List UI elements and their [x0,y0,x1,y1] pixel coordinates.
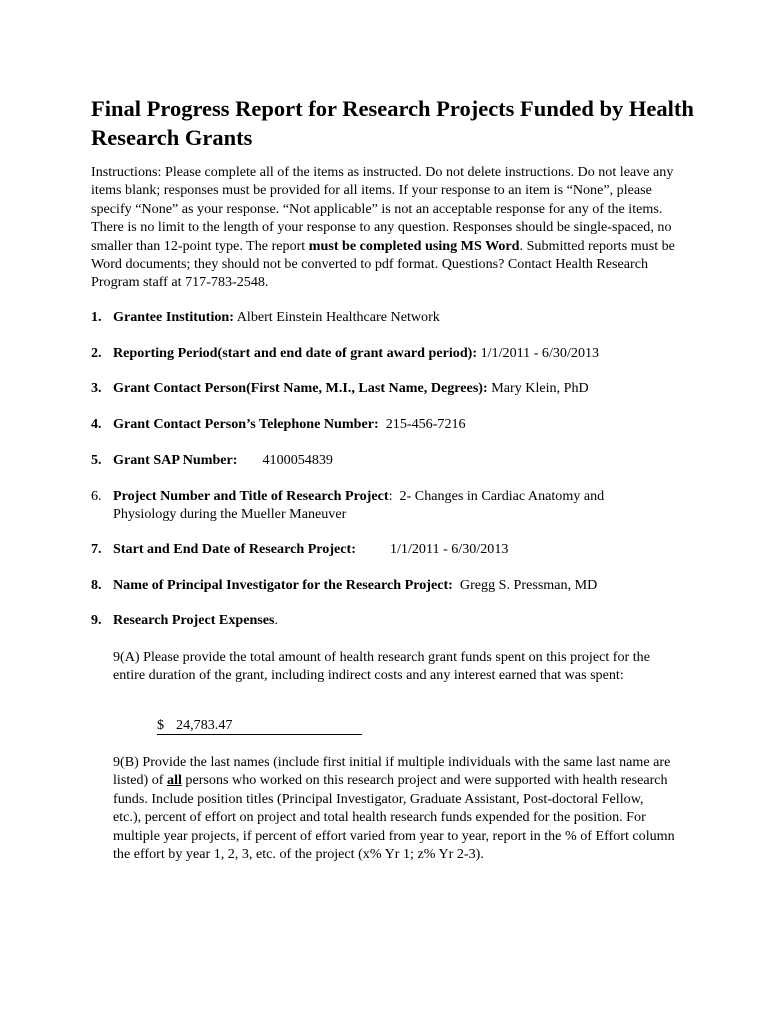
item-label: Grant SAP Number: [113,452,238,468]
section-9b-text-start: 9(B) Provide the last names (include first initial if multiple individuals with the same last name are listed) of [113,754,671,789]
item-label: Grant Contact Person’s Telephone Number: [113,416,379,432]
item-value-cont: Physiology during the Mueller Maneuver [113,506,347,523]
item-value: Gregg S. Pressman, MD [459,577,598,593]
expense-amount-value: 24,783.47 [176,717,233,733]
section-9b-emphasis: all [167,772,182,789]
item-label: Reporting Period(start and end date of grant award period): [113,345,478,361]
item-sap-number [91,451,681,469]
section-9b-text [113,753,675,863]
item-value: 1/1/2011 - 6/30/2013 [389,541,509,557]
item-number: 1. [91,309,102,325]
item-number: 6. [91,488,102,504]
item-label: Project Number and Title of Research Project [113,488,389,504]
instructions-text-cont: . Submitted reports must be Word documents; they should not be converted to pdf format. Questions? Contact Health Research Program staff at 717-783-2548. [91,237,675,291]
item-value: 4100054839 [262,452,333,468]
item-reporting-period [91,344,681,362]
item-project-title [91,487,681,524]
item-value: 2- Changes in Cardiac Anatomy and [399,488,605,504]
item-principal-investigator [91,576,681,594]
item-value: Mary Klein, PhD [491,380,589,396]
item-label-period: . [274,612,279,628]
item-number: 3. [91,380,102,396]
item-grantee-institution [91,308,681,326]
item-contact-phone [91,415,681,433]
instructions-text: Instructions: Please complete all of the items as instructed. Do not delete instructions. Do not leave any items blank; responses must be provided for all items. If your response to an item is “None”, please specify “None” as your response. “Not applicable” is not an acceptable response for any of the items. There is no limit to the length of your response to any question. Responses should be single-spaced, no smaller than 12-point type. The report [91,164,674,254]
item-number: 2. [91,345,102,361]
currency-symbol: $ [157,717,165,733]
item-number: 5. [91,452,102,468]
item-number: 8. [91,577,102,593]
instructions-paragraph [91,163,681,292]
expense-amount-field [157,716,362,735]
item-project-expenses [91,611,681,629]
item-number: 7. [91,541,102,557]
section-9b-text-end: persons who worked on this research project and were supported with health research funds. Include position titles (Principal Investigator, Graduate Assistant, Post-doctoral Fellow, etc.), percent of effort on project and total health research funds expended for the position. For multiple year projects, if percent of effort varied from year to year, report in the % of Effort column the effort by year 1, 2, 3, etc. of the project (x% Yr 1; z% Yr 2-3). [113,772,675,863]
item-number: 4. [91,416,102,432]
report-title: Final Progress Report for Research Projects Funded by Health Research Grants [91,96,694,150]
item-label: Grant Contact Person(First Name, M.I., Last Name, Degrees): [113,380,488,396]
item-label-colon: : [388,488,393,504]
instructions-emphasis: must be completed using MS Word [308,237,520,254]
item-label: Name of Principal Investigator for the Research Project: [113,577,453,593]
item-number: 9. [91,612,102,628]
item-label: Research Project Expenses [113,612,275,628]
item-contact-person [91,379,681,397]
item-value: Albert Einstein Healthcare Network [236,309,440,325]
item-value: 215-456-7216 [385,416,466,432]
item-label: Grantee Institution: [113,309,234,325]
item-project-dates [91,540,681,558]
section-9a-text: 9(A) Please provide the total amount of health research grant funds spent on this project for the entire duration of the grant, including indirect costs and any interest earned that was spent: [113,649,650,684]
item-value: 1/1/2011 - 6/30/2013 [480,345,600,361]
item-label: Start and End Date of Research Project: [113,541,356,557]
